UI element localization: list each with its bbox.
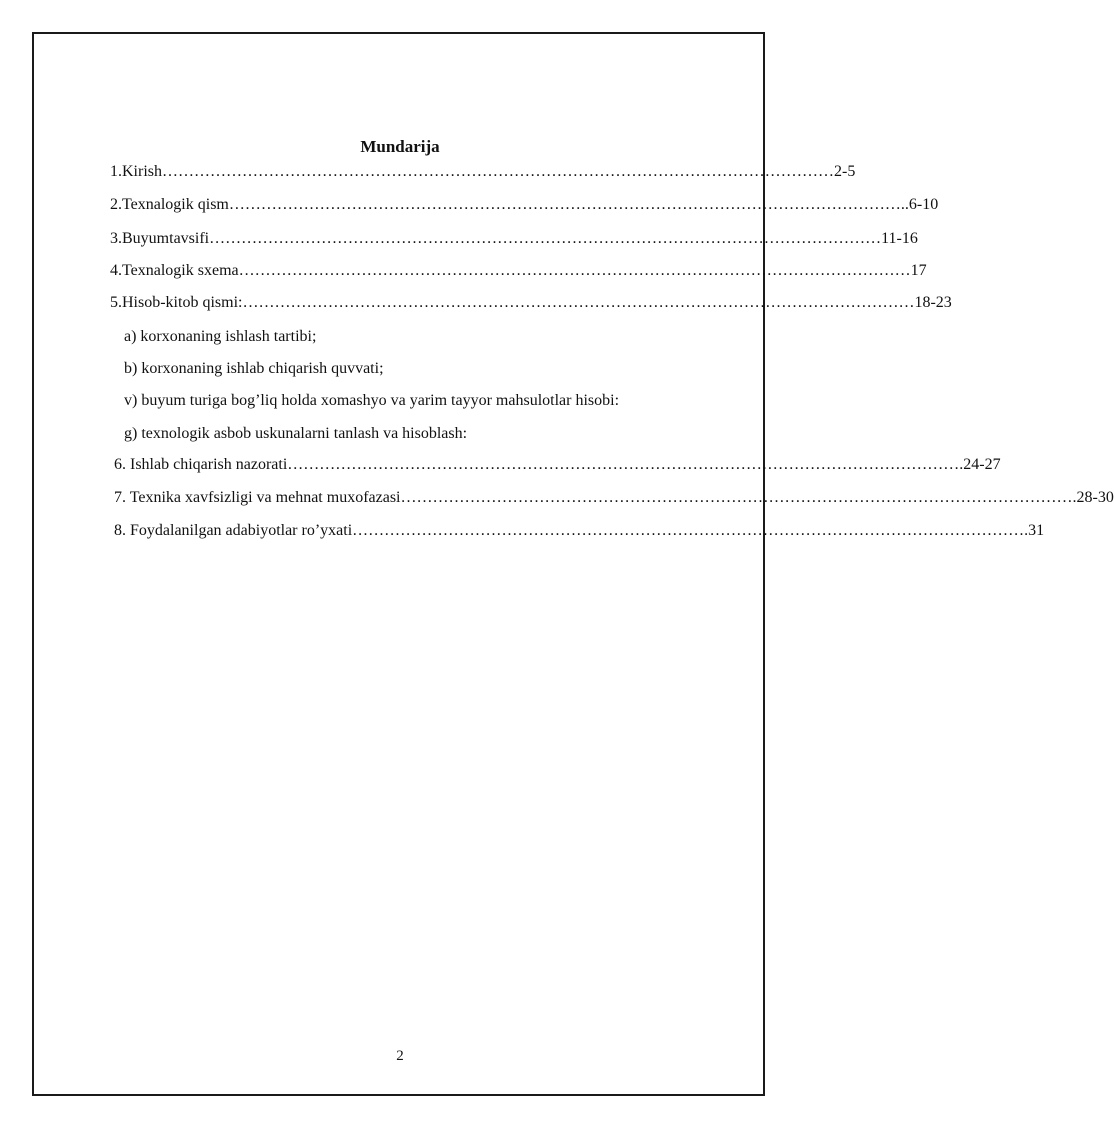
toc-entry-text: 6. Ishlab chiqarish nazorati [114,456,288,473]
toc-entry-number: 5. [110,294,122,311]
leader-dots: ……………………………………………………………………………………………………………… [209,230,882,247]
leader-dots: ……………………………………………………………………………………………………………… [287,456,960,473]
toc-entry-number: 1. [110,163,122,180]
toc-subitem-a: a) korxonaning ishlash tartibi; [124,328,317,345]
page-border [32,32,765,1096]
toc-entry-pages: ..6-10 [900,196,939,213]
toc-entry-number: 2. [110,196,122,213]
toc-entry-pages: 11-16 [881,230,918,247]
toc-entry-8 [114,520,1045,542]
toc-entry-pages: 18-23 [914,294,952,311]
leader-dots: ……………………………………………………………………………………………………………… [400,489,1073,506]
toc-subitem-v: v) buyum turiga bog’liq holda xomashyo va yarim tayyor mahsulotlar hisobi: [124,392,620,409]
page-number: 2 [396,1048,404,1064]
leader-dots: ……………………………………………………………………………………………………………… [228,196,901,213]
toc-entry-6 [114,454,1001,476]
toc-entry-5 [110,292,952,314]
toc-entry-pages: .24-27 [959,456,1001,473]
toc-entry-2 [110,194,939,216]
toc-entry-text: Buyumtavsifi [122,230,210,247]
toc-entry-text: Hisob-kitob qismi: [122,294,243,311]
toc-entry-7 [114,487,1114,509]
leader-dots: ……………………………………………………………………………………………………………… [162,163,834,180]
leader-dots: ……………………………………………………………………………………………………………… [242,294,915,311]
toc-entry-3 [110,228,918,250]
toc-entry-text: Kirish [122,163,162,180]
toc-entry-text: 7. Texnika xavfsizligi va mehnat muxofazasi [114,489,401,506]
toc-entry-text: 8. Foydalanilgan adabiyotlar ro’yxati [114,522,353,539]
toc-entry-pages: .31 [1024,522,1045,539]
toc-entry-pages: .28-30 [1072,489,1114,506]
leader-dots: ……………………………………………………………………………………………………………… [238,262,911,279]
leader-dots: ……………………………………………………………………………………………………………… [352,522,1025,539]
toc-entry-text: Texnalogik qism [122,196,229,213]
toc-entry-pages: 17 [910,262,927,279]
toc-subitem-b: b) korxonaning ishlab chiqarish quvvati; [124,360,384,377]
toc-entry-4 [110,260,927,282]
toc-entry-number: 4. [110,262,122,279]
document-title: Mundarija [360,137,440,156]
toc-entry-number: 3. [110,230,122,247]
toc-entry-text: Texnalogik sxema [122,262,239,279]
toc-entry-pages: 2-5 [834,163,856,180]
toc-entry-1 [110,161,856,183]
toc-subitem-g: g) texnologik asbob uskunalarni tanlash va hisoblash: [124,425,468,442]
